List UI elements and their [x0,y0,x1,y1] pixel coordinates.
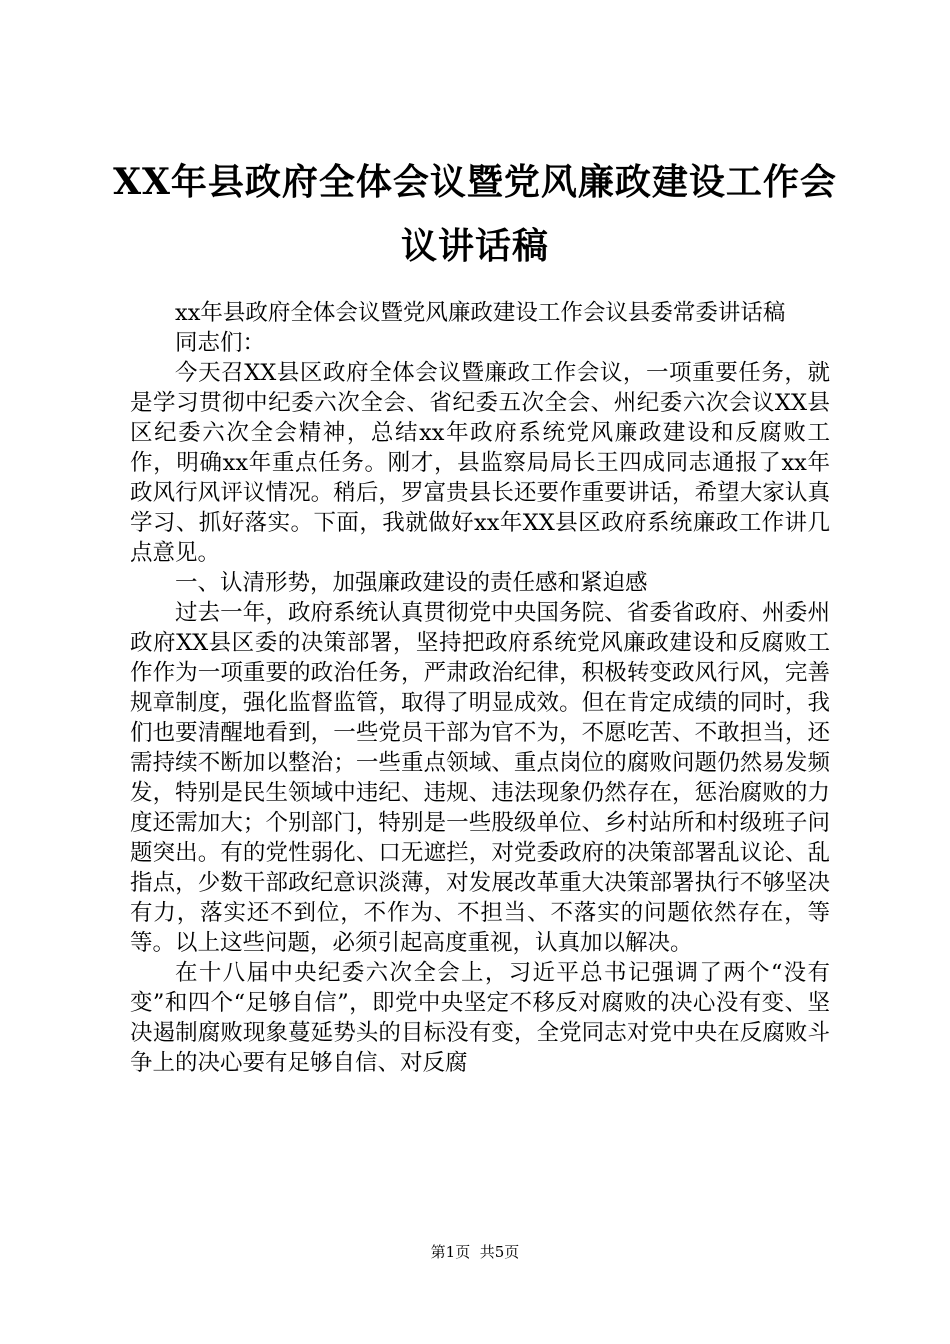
paragraph-plenary: 在十八届中央纪委六次全会上，习近平总书记强调了两个“没有变”和四个“足够自信”，即党中央坚定不移反对腐败的决心没有变、坚决遏制腐败现象蔓延势头的目标没有变，全党同志对党中央在反腐败斗争上的决心要有足够自信、对反腐 [130,960,830,1076]
page-footer [0,1242,950,1262]
page-number: 第1页 [430,1243,471,1261]
document-title-line-2: 议讲话稿 [400,225,549,267]
page-total: 共5页 [479,1243,520,1261]
paragraph-review: 过去一年，政府系统认真贯彻党中央国务院、省委省政府、州委州政府XX县区委的决策部署，坚持把政府系统党风廉政建设和反腐败工作作为一项重要的政治任务，严肃政治纪律，积极转变政风行风，完善规章制度，强化监督监管，取得了明显成效。但在肯定成绩的同时，我们也要清醒地看到，一些党员干部为官不为，不愿吃苦、不敢担当，还需持续不断加以整治；一些重点领域、重点岗位的腐败问题仍然易发频发，特别是民生领域中违纪、违规、违法现象仍然存在，惩治腐败的力度还需加大；个别部门，特别是一些股级单位、乡村站所和村级班子问题突出。有的党性弱化、口无遮拦，对党委政府的决策部署乱议论、乱指点，少数干部政纪意识淡薄，对发展改革重大决策部署执行不够坚决有力，落实还不到位，不作为、不担当、不落实的问题依然存在，等等。以上这些问题，必须引起高度重视，认真加以解决。 [130,600,830,956]
paragraph-subtitle: xx年县政府全体会议暨党风廉政建设工作会议县委常委讲话稿 [175,300,786,326]
paragraph-salutation: 同志们： [175,330,266,356]
document-body [130,298,830,1078]
document-title-line-1: XX年县政府全体会议暨党风廉政建设工作会 [113,161,837,203]
section-heading-1: 一、认清形势，加强廉政建设的责任感和紧迫感 [175,570,648,596]
paragraph-intro: 今天召XX县区政府全体会议暨廉政工作会议，一项重要任务，就是学习贯彻中纪委六次全会、省纪委五次全会、州纪委六次会议XX县区纪委六次全会精神，总结xx年政府系统党风廉政建设和反腐败工作，明确xx年重点任务。刚才，县监察局局长王四成同志通报了xx年政风行风评议情况。稍后，罗富贵县长还要作重要讲话，希望大家认真学习、抓好落实。下面，我就做好xx年XX县区政府系统廉政工作讲几点意见。 [130,360,830,566]
